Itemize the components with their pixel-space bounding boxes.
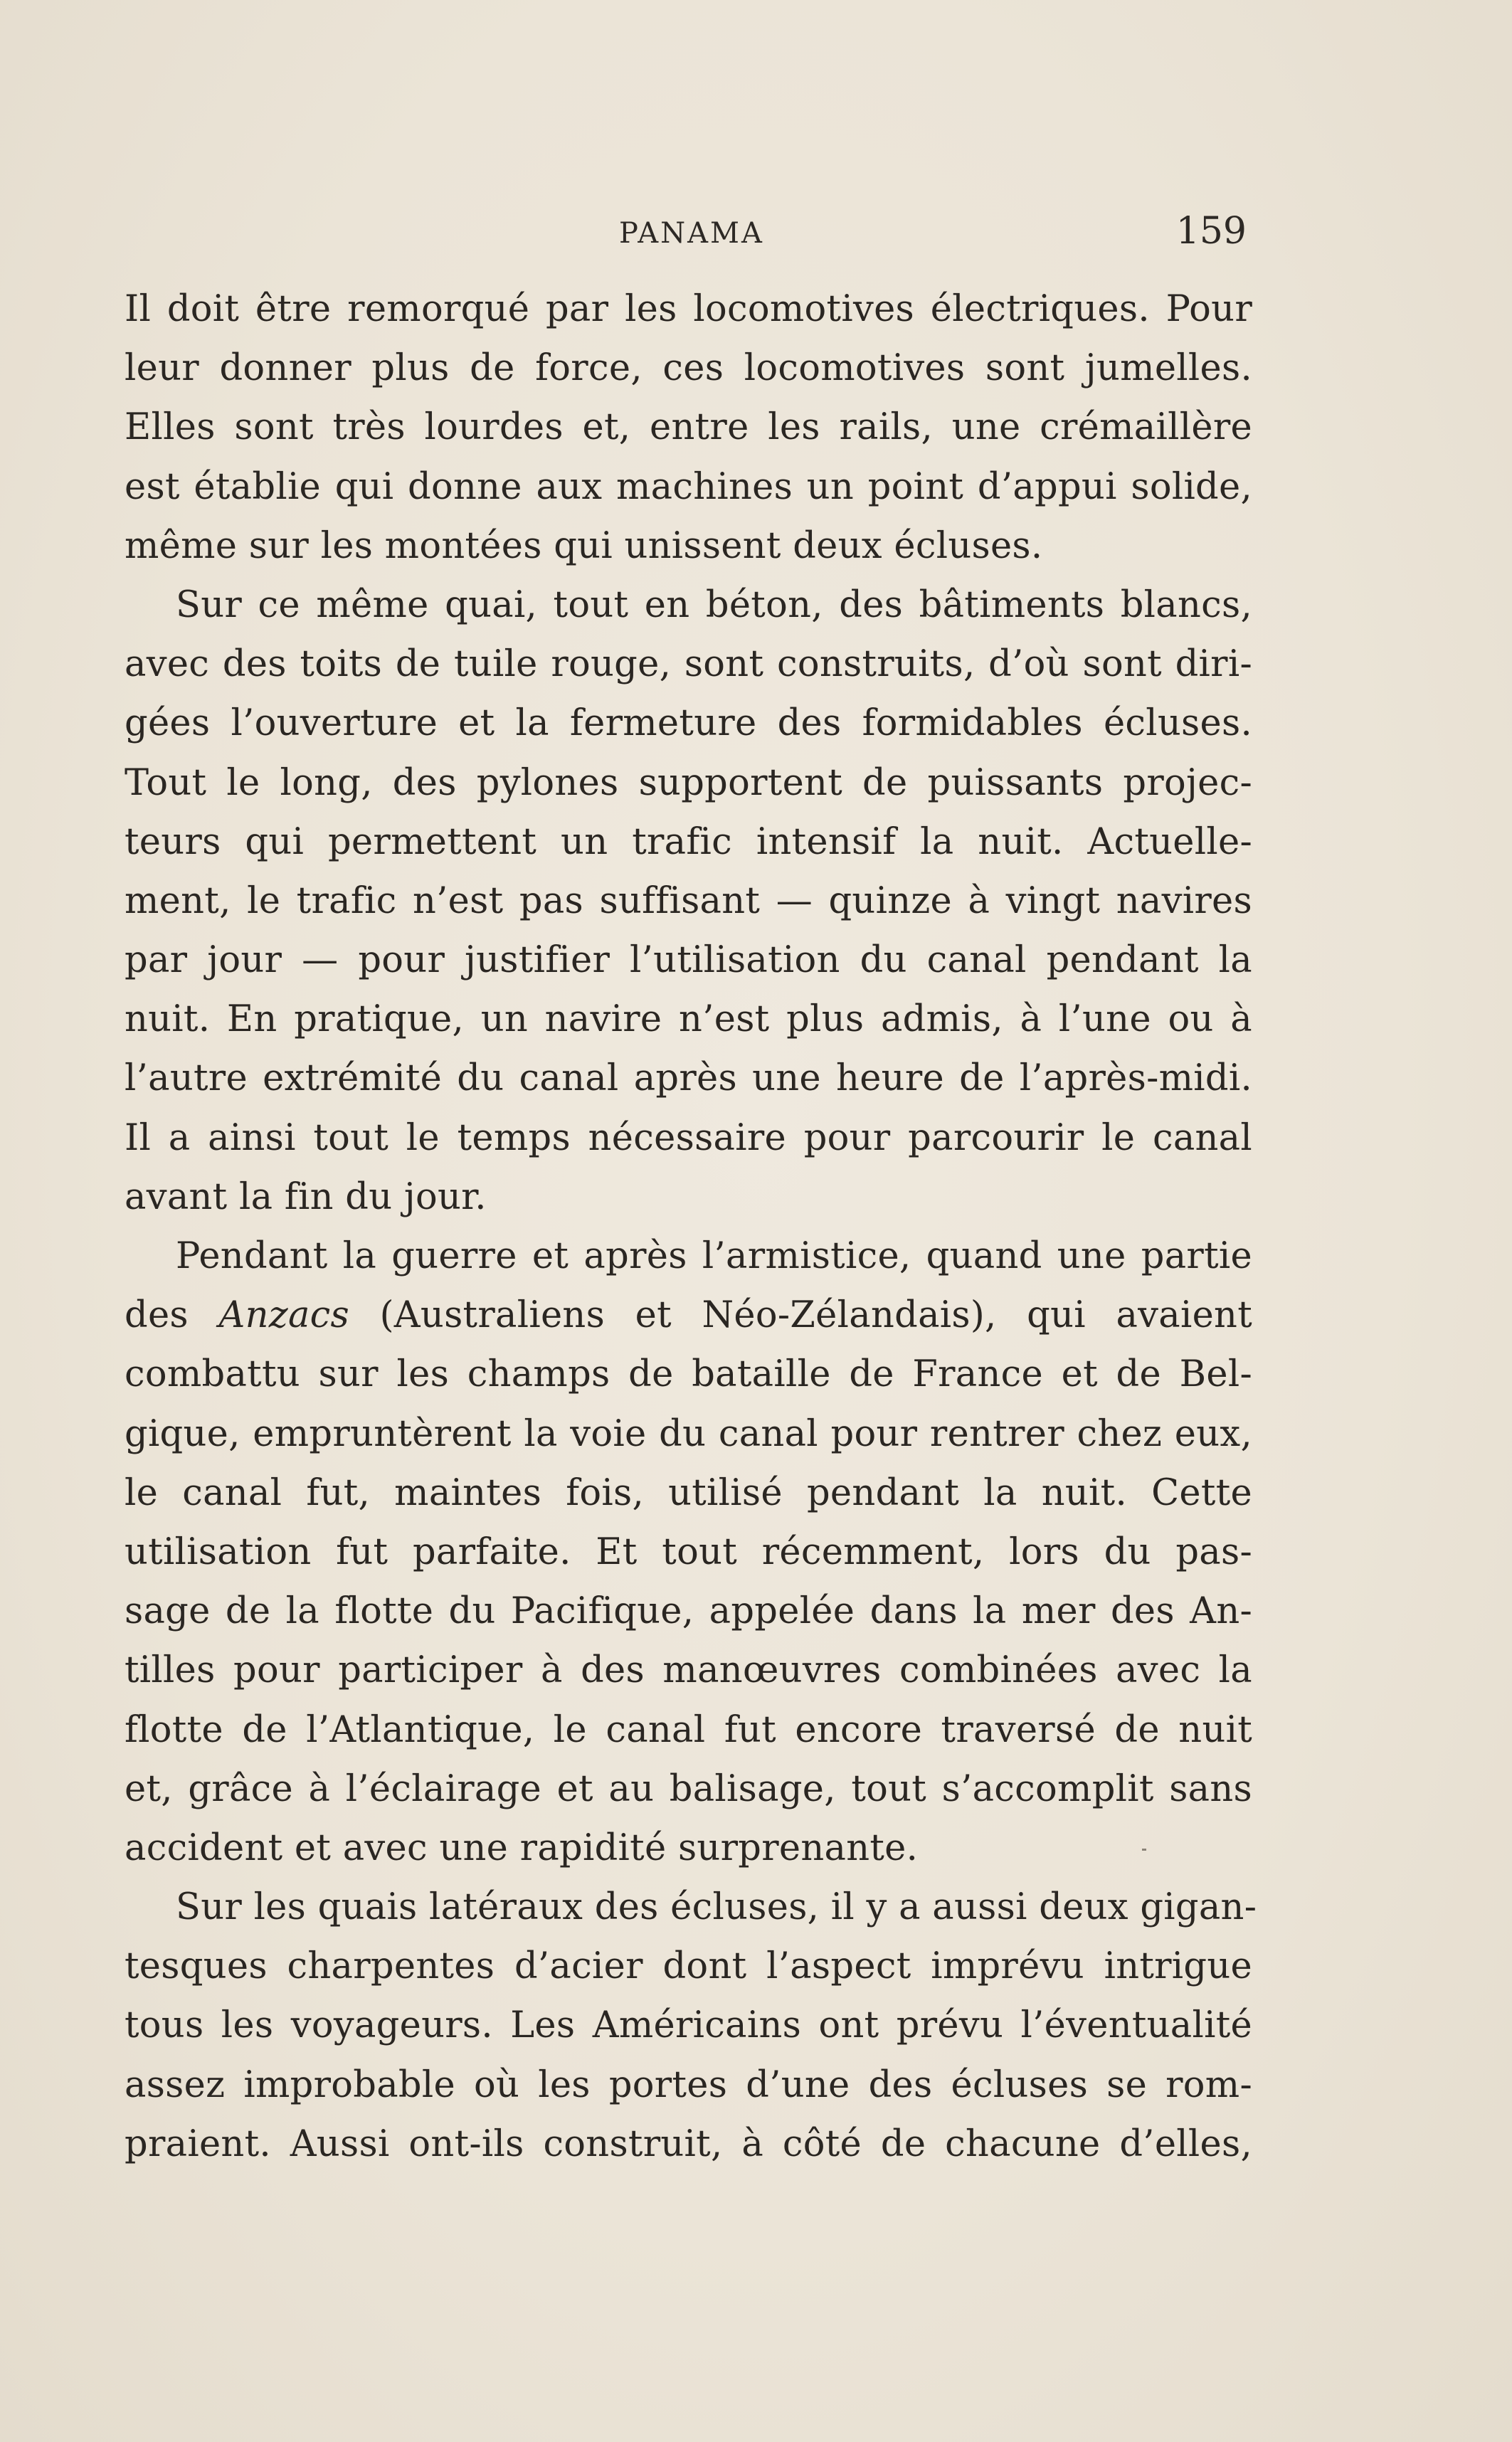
running-title: PANAMA	[619, 217, 764, 250]
text-line: combattu sur les champs de bataille de France et de Bel-	[125, 1353, 1252, 1396]
text-line: Elles sont très lourdes et, entre les rails, une crémaillère	[125, 406, 1252, 449]
text-line: et, grâce à l’éclairage et au balisage, tout s’accomplit sans	[125, 1767, 1252, 1810]
text-line: tous les voyageurs. Les Américains ont prévu l’éventualité	[125, 2004, 1252, 2047]
text-line: est établie qui donne aux machines un point d’appui solide,	[125, 465, 1252, 508]
text-line: l’autre extrémité du canal après une heure de l’après-midi.	[125, 1057, 1252, 1100]
text-line: Il a ainsi tout le temps nécessaire pour parcourir le canal	[125, 1116, 1252, 1159]
text-line: tesques charpentes d’acier dont l’aspect imprévu intrigue	[125, 1945, 1252, 1988]
text-line: gique, empruntèrent la voie du canal pour rentrer chez eux,	[125, 1412, 1252, 1455]
text-line: Pendant la guerre et après l’armistice, quand une partie	[176, 1235, 1252, 1277]
page-body-text	[125, 280, 1257, 2174]
text-fragment: (Australiens et Néo-Zélandais), qui avaient	[379, 1294, 1252, 1337]
page-number: 159	[1175, 210, 1247, 253]
text-line: Tout le long, des pylones supportent de puissants projec-	[125, 761, 1252, 804]
italic-term: Anzacs	[218, 1294, 349, 1337]
text-line: le canal fut, maintes fois, utilisé pendant la nuit. Cette	[125, 1471, 1252, 1514]
text-line: gées l’ouverture et la fermeture des formidables écluses.	[125, 702, 1252, 745]
text-line: assez improbable où les portes d’une des écluses se rom-	[125, 2063, 1252, 2106]
text-line-with-italic	[125, 1286, 1252, 1345]
print-speck	[1142, 1849, 1146, 1851]
text-line: tilles pour participer à des manœuvres combinées avec la	[125, 1649, 1252, 1692]
text-line: par jour — pour justifier l’utilisation du canal pendant la	[125, 939, 1252, 982]
text-line: accident et avec une rapidité surprenante.	[125, 1827, 919, 1869]
text-line: même sur les montées qui unissent deux écluses.	[125, 524, 1043, 567]
text-line: Il doit être remorqué par les locomotives électriques. Pour	[125, 288, 1252, 330]
text-line: nuit. En pratique, un navire n’est plus admis, à l’une ou à	[125, 998, 1252, 1041]
text-line: praient. Aussi ont-ils construit, à côté de chacune d’elles,	[125, 2123, 1252, 2165]
text-line: utilisation fut parfaite. Et tout récemment, lors du pas-	[125, 1531, 1252, 1573]
text-line: leur donner plus de force, ces locomotives sont jumelles.	[125, 347, 1252, 390]
text-line: avant la fin du jour.	[125, 1175, 487, 1218]
text-line: sage de la flotte du Pacifique, appelée dans la mer des An-	[125, 1590, 1252, 1633]
text-line: Sur ce même quai, tout en béton, des bâtiments blancs,	[176, 583, 1252, 626]
text-fragment: des	[125, 1294, 189, 1337]
text-line: Sur les quais latéraux des écluses, il y a aussi deux gigan-	[176, 1886, 1257, 1929]
page-header	[125, 210, 1252, 260]
text-line: flotte de l’Atlantique, le canal fut encore traversé de nuit	[125, 1708, 1252, 1751]
text-line: teurs qui permettent un trafic intensif la nuit. Actuelle-	[125, 820, 1252, 863]
text-line: ment, le trafic n’est pas suffisant — quinze à vingt navires	[125, 879, 1252, 922]
text-line: avec des toits de tuile rouge, sont construits, d’où sont diri-	[125, 643, 1252, 686]
